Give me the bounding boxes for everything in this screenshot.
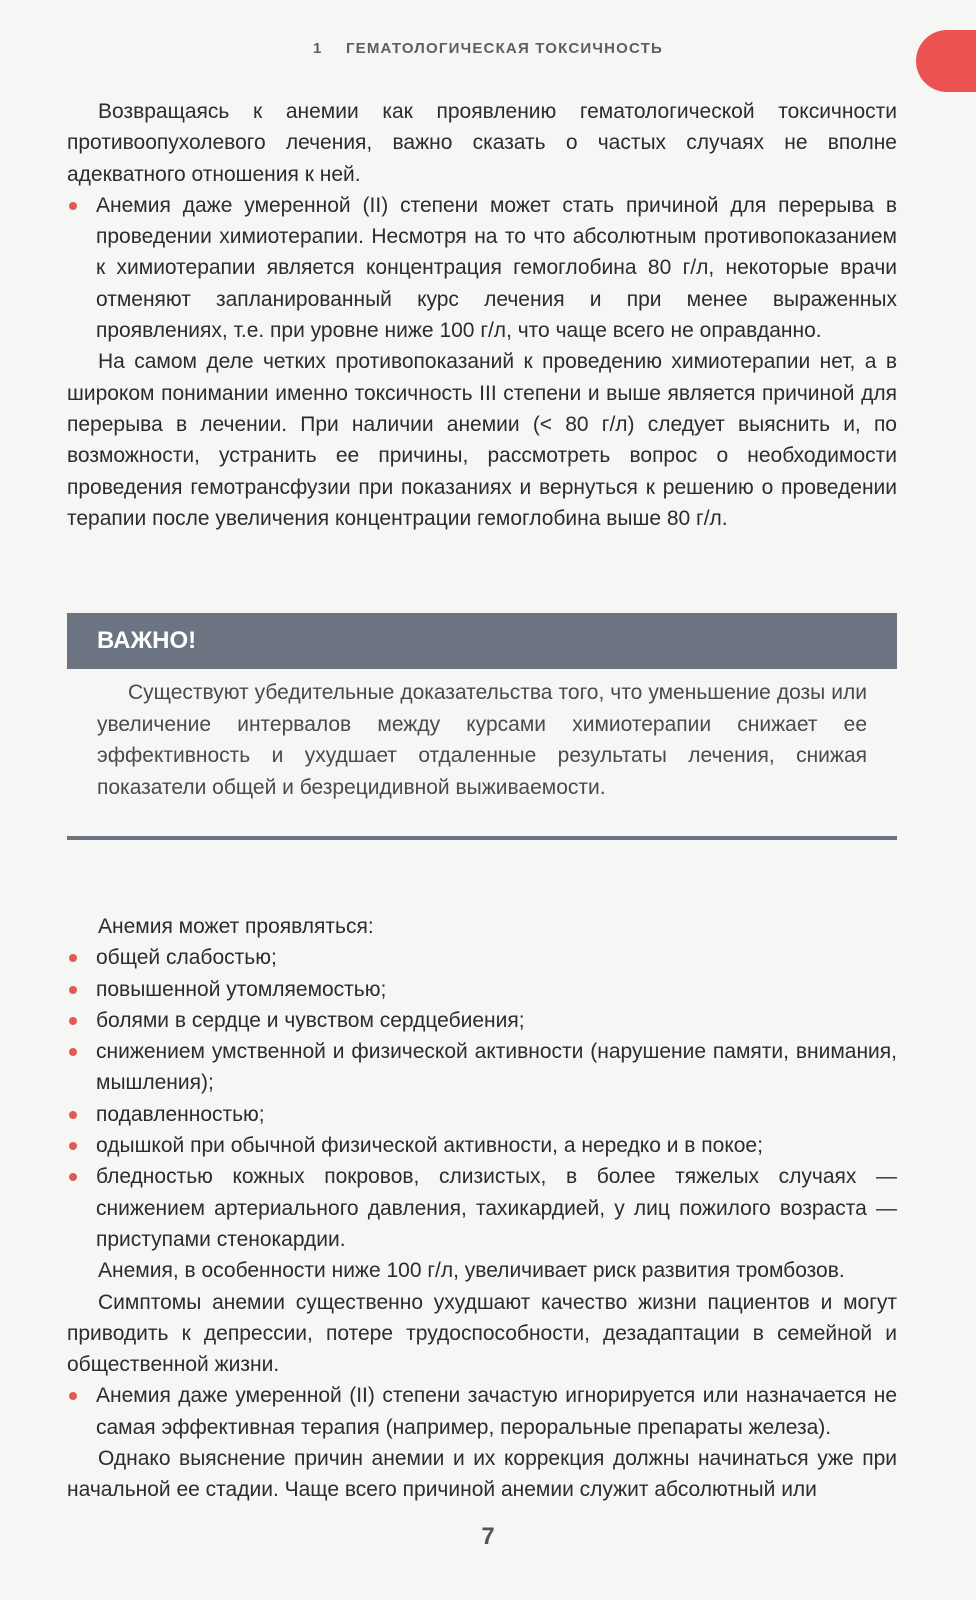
symptoms-section — [67, 911, 897, 1506]
list-item-text: Анемия даже умеренной (II) степени может стать причиной для перерыва в проведении химиотерапии. Несмотря на то что абсолютным противопоказанием к химиотерапии является концентрация гемоглобина 80 г/л, некоторые врачи отменяют запланированный курс лечения и при менее выраженных проявлениях, т.е. при уровне ниже 100 г/л, что чаще всего не оправданно. — [96, 193, 897, 343]
list-item — [67, 1130, 897, 1161]
closing-paragraph-1: Анемия, в особенности ниже 100 г/л, увеличивает риск развития тромбозов. — [98, 1259, 845, 1283]
bullet-icon — [69, 1142, 77, 1150]
list-item — [67, 190, 897, 346]
important-title: ВАЖНО! — [67, 613, 897, 669]
important-text: Существуют убедительные доказательства того, что уменьшение дозы или увеличение интервалов между курсами химиотерапии снижает ее эффективность и ухудшает отдаленные результаты лечения, снижая показатели общей и безрецидивной выживаемости. — [97, 681, 867, 799]
list-item-text: болями в сердце и чувством сердцебиения; — [96, 1008, 525, 1032]
bullet-icon — [69, 986, 77, 994]
closing-paragraph-3: Однако выяснение причин анемии и их коррекция должны начинаться уже при начальной ее стадии. Чаще всего причиной анемии служит абсолютный или — [67, 1447, 897, 1502]
symptoms-intro: Анемия может проявляться: — [98, 915, 374, 938]
important-divider — [67, 836, 897, 840]
list-item-text: снижением умственной и физической активности (нарушение памяти, внимания, мышления); — [96, 1040, 897, 1095]
important-callout — [67, 613, 897, 803]
list-item — [67, 1005, 897, 1036]
list-item — [67, 1099, 897, 1130]
bullet-icon — [69, 1392, 77, 1400]
bullet-icon — [69, 954, 77, 962]
page-number: 7 — [481, 1523, 495, 1550]
list-item-text: одышкой при обычной физической активности, а нередко и в покое; — [96, 1134, 763, 1158]
list-item-text: общей слабостью; — [96, 946, 277, 970]
intro-paragraph-2: На самом деле четких противопоказаний к проведению химиотерапии нет, а в широком понимании именно токсичность III степени и выше является причиной для перерыва в лечении. При наличии анемии (< 80 г/л) следует выяснить и, по возможности, устранить ее причины, рассмотреть вопрос о необходимости проведения гемотрансфузии при показаниях и вернуться к решению о проведении терапии после увеличения концентрации гемоглобина выше 80 г/л. — [67, 350, 897, 530]
bullet-icon — [69, 1173, 77, 1181]
bullet-icon — [69, 202, 77, 210]
intro-paragraph: Возвращаясь к анемии как проявлению гематологической токсичности противоопухолевого лечения, важно сказать о частых случаях не вполне адекватного отношения к ней. — [67, 100, 897, 186]
bullet-icon — [69, 1111, 77, 1119]
bullet-icon — [69, 1017, 77, 1025]
list-item — [67, 942, 897, 973]
list-item — [67, 1036, 897, 1099]
chapter-title: ГЕМАТОЛОГИЧЕСКАЯ ТОКСИЧНОСТЬ — [345, 40, 663, 57]
intro-section — [67, 96, 897, 534]
chapter-number: 1 — [313, 40, 323, 57]
list-item-text: подавленностью; — [96, 1102, 265, 1126]
list-item-text: повышенной утомляемостью; — [96, 977, 387, 1001]
closing-paragraph-2: Симптомы анемии существенно ухудшают качество жизни пациентов и могут приводить к депрессии, потере трудоспособности, дезадаптации в семейной и общественной жизни. — [67, 1290, 897, 1377]
list-item — [67, 974, 897, 1005]
running-header — [0, 40, 976, 57]
list-item — [67, 1161, 897, 1255]
list-item — [67, 1380, 897, 1443]
list-item-text: бледностью кожных покровов, слизистых, в более тяжелых случаях — снижением артериального давления, тахикардией, у лиц пожилого возраста — приступами стенокардии. — [96, 1165, 897, 1251]
list-item-text: Анемия даже умеренной (II) степени зачастую игнорируется или назначается не самая эффективная терапия (например, пероральные препараты железа). — [96, 1384, 897, 1439]
bullet-icon — [69, 1048, 77, 1056]
